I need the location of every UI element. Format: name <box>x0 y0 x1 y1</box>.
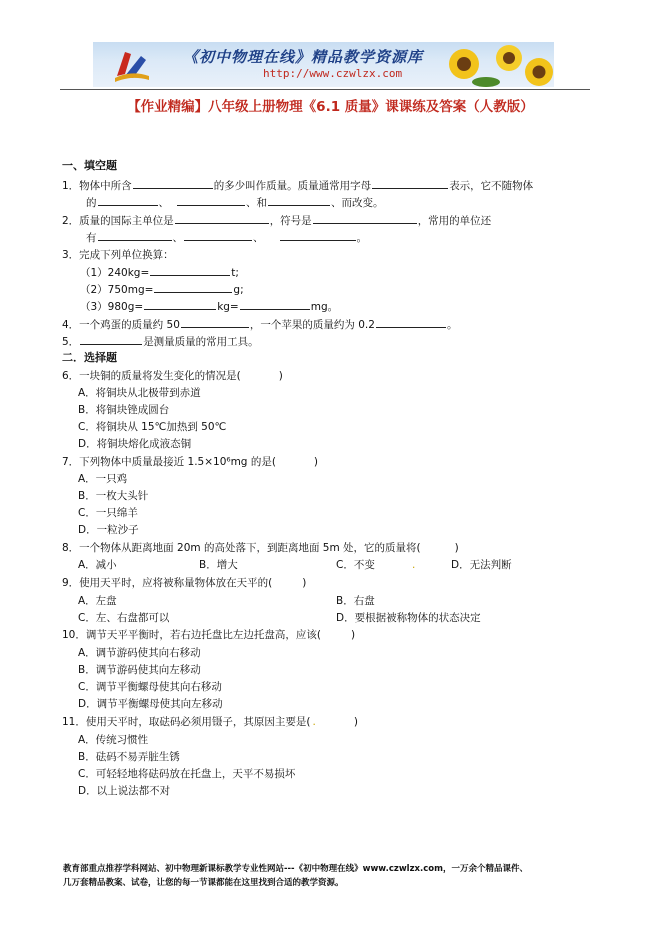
question-8: 8．一个物体从距离地面 20m 的高处落下，到距离地面 5m 处，它的质量将( ) <box>62 542 459 554</box>
question-2-line-2: 有 、 、 。 <box>86 232 367 244</box>
question-9-option-c: C．左、右盘都可以 <box>78 612 170 624</box>
question-7-option-d: D．一粒沙子 <box>78 524 139 536</box>
question-7-option-b: B．一枚大头针 <box>78 490 149 502</box>
footer-line-1: 教育部重点推荐学科网站、初中物理新课标教学专业性网站---《初中物理在线》www.czwlzx.com，一万余个精品课件、 <box>63 864 528 874</box>
question-8-option-c: C．不变 <box>336 559 375 571</box>
question-11-option-b: B．砝码不易弄脏生锈 <box>78 751 180 763</box>
question-7: 7．下列物体中质量最接近 1.5×10⁶mg 的是( ) <box>62 456 319 468</box>
question-3-prompt: 3．完成下列单位换算： <box>62 249 174 261</box>
section-heading-multiple-choice: 二．选择题 <box>62 351 117 364</box>
question-9-option-d: D．要根据被称物体的状态决定 <box>336 612 481 624</box>
stray-dot: . <box>412 559 416 571</box>
question-11-option-a: A．传统习惯性 <box>78 734 149 746</box>
question-3-item-1: （1）240kg= t; <box>80 267 239 279</box>
question-8-option-a: A．减小 <box>78 559 117 571</box>
question-7-option-c: C．一只绵羊 <box>78 507 138 519</box>
question-6-option-d: D．将铜块熔化成液态铜 <box>78 438 192 450</box>
question-8-option-b: B．增大 <box>199 559 238 571</box>
question-10: 10．调节天平平衡时，若右边托盘比左边托盘高，应该( ) <box>62 629 356 641</box>
question-2-line-1: 2．质量的国际主单位是 ，符号是 ，常用的单位还 <box>62 215 492 227</box>
banner-url[interactable]: http://www.czwlzx.com <box>263 67 403 80</box>
header-banner <box>93 42 554 87</box>
question-3-item-3: （3）980g= kg= mg。 <box>80 301 339 313</box>
question-1-line-1: 1．物体中所含 的多少叫作质量。质量通常用字母 表示，它不随物体 <box>62 180 534 192</box>
banner-title: 《初中物理在线》精品教学资源库 <box>183 48 424 66</box>
question-3-item-2: （2）750mg= g; <box>80 284 244 296</box>
question-10-option-a: A．调节游码使其向右移动 <box>78 647 201 659</box>
question-11-option-d: D．以上说法都不对 <box>78 785 171 797</box>
question-11: 11．使用天平时，取砝码必须用镊子，其原因主要是( . ) <box>62 716 358 728</box>
sunflower-icon <box>434 42 554 87</box>
question-10-option-c: C．调节平衡螺母使其向右移动 <box>78 681 222 693</box>
question-5: 5． 是测量质量的常用工具。 <box>62 336 259 348</box>
footer-line-2: 几万套精品教案、试卷，让您的每一节课都能在这里找到合适的教学资源。 <box>63 878 344 888</box>
site-logo-icon <box>111 46 151 84</box>
question-7-option-a: A．一只鸡 <box>78 473 128 485</box>
question-4: 4．一个鸡蛋的质量约 50 ，一个苹果的质量约为 0.2 。 <box>62 319 458 331</box>
question-10-option-b: B．调节游码使其向左移动 <box>78 664 201 676</box>
question-9-option-b: B．右盘 <box>336 595 375 607</box>
question-9: 9．使用天平时，应将被称量物体放在天平的( ) <box>62 577 307 589</box>
question-6-option-a: A．将铜块从北极带到赤道 <box>78 387 201 399</box>
document-title: 【作业精编】八年级上册物理《6.1 质量》课课练及答案（人教版） <box>127 99 534 115</box>
question-6-option-b: B．将铜块锉成圆台 <box>78 404 170 416</box>
question-6: 6．一块铜的质量将发生变化的情况是( ) <box>62 370 283 382</box>
question-8-option-d: D．无法判断 <box>451 559 512 571</box>
question-11-option-c: C．可轻轻地将砝码放在托盘上，天平不易损坏 <box>78 768 296 780</box>
question-9-option-a: A．左盘 <box>78 595 117 607</box>
section-heading-fill-in: 一、填空题 <box>62 159 117 172</box>
question-1-line-2: 的 、 、和 、而改变。 <box>86 197 384 209</box>
question-6-option-c: C．将铜块从 15℃加热到 50℃ <box>78 421 227 433</box>
header-divider <box>60 89 590 90</box>
question-10-option-d: D．调节平衡螺母使其向左移动 <box>78 698 223 710</box>
